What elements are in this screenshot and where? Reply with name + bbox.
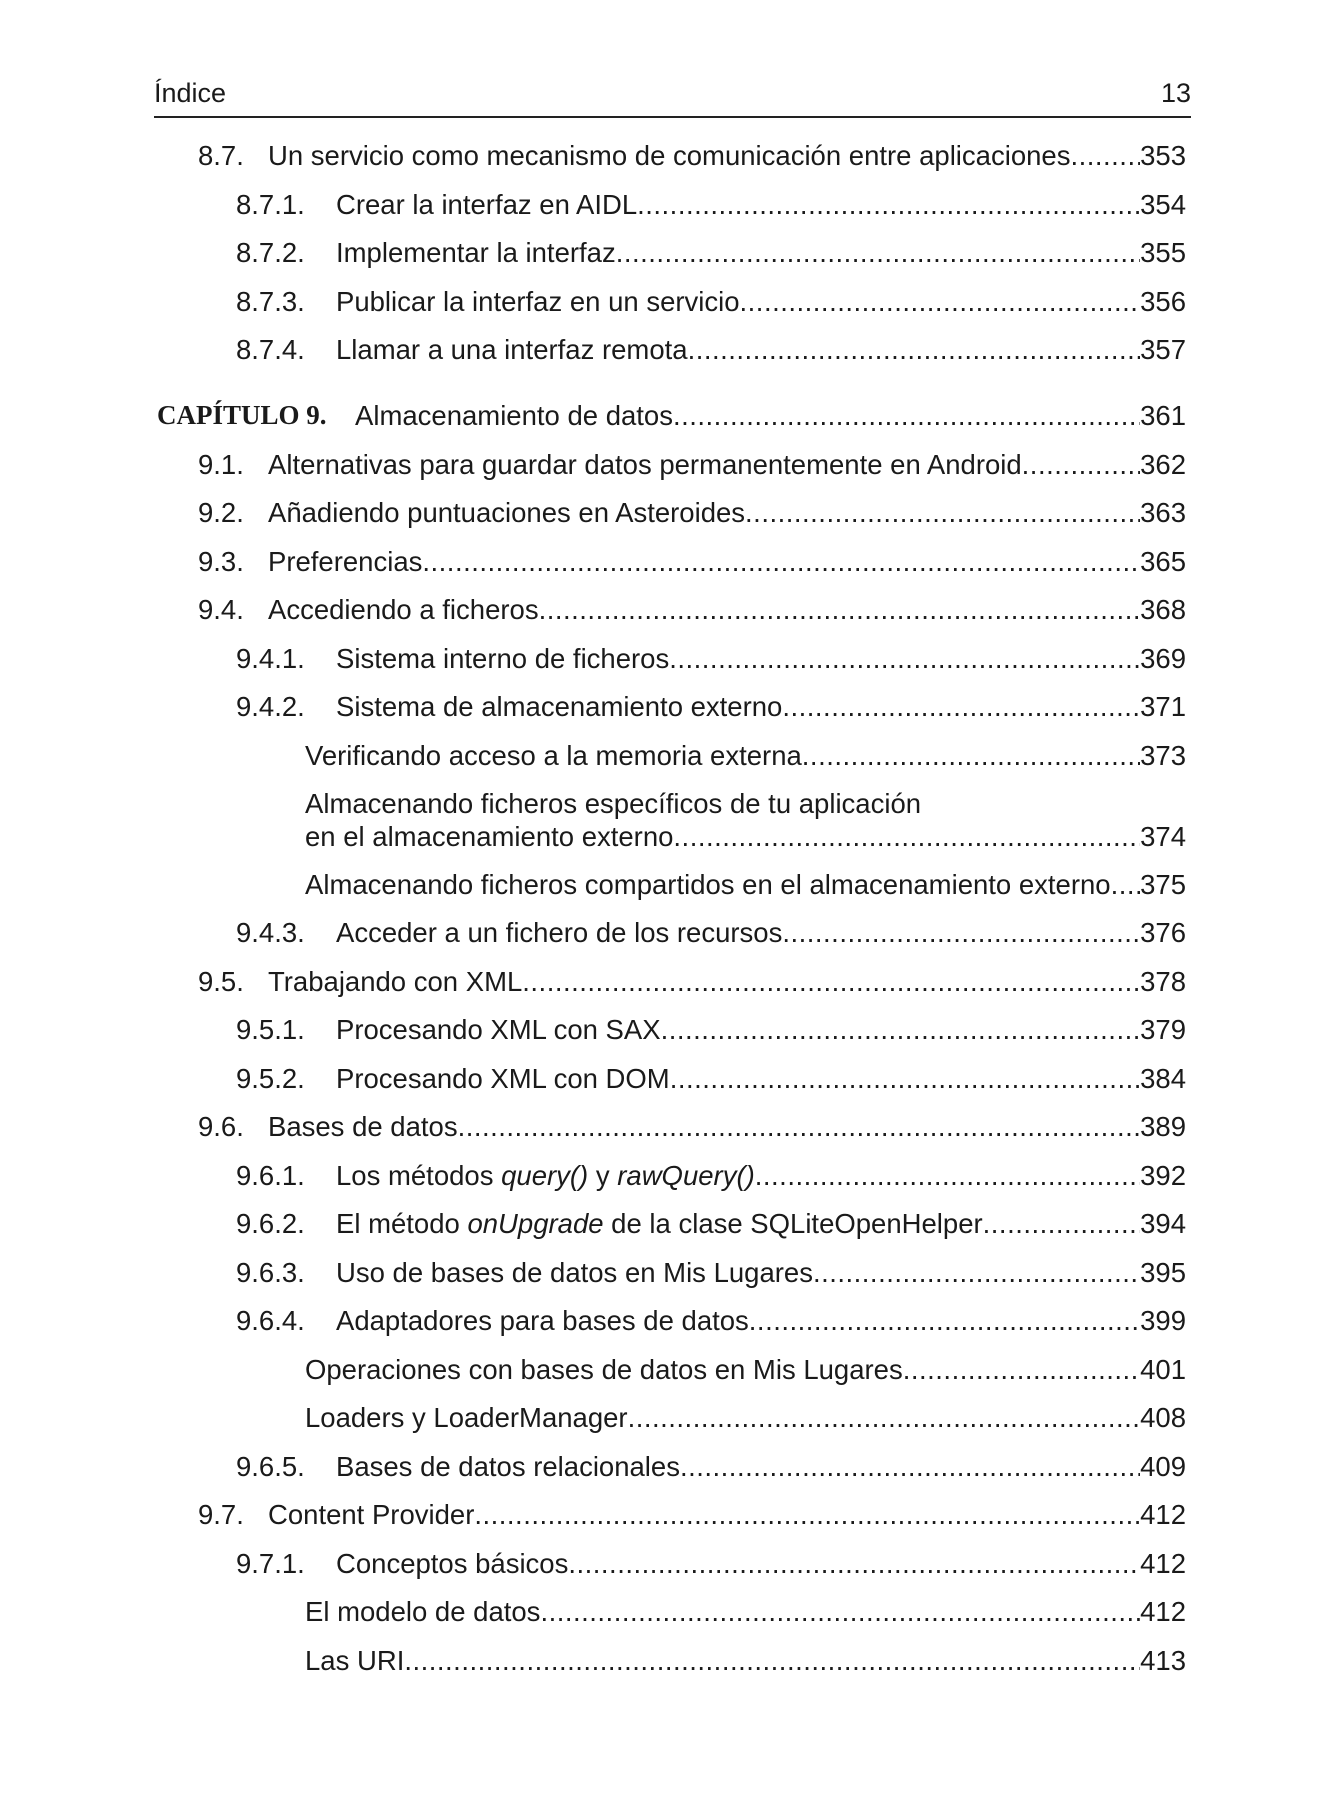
toc-entry-page: 395: [1140, 1257, 1186, 1288]
toc-entry-title-line2: en el almacenamiento externo: [305, 821, 674, 852]
toc-entry-number: 9.4.3.: [236, 917, 305, 948]
title-text: Los métodos: [336, 1160, 502, 1191]
toc-chapter-entry[interactable]: [157, 399, 1186, 432]
toc-entry[interactable]: [236, 285, 1186, 318]
toc-entry-title: Adaptadores para bases de datos: [336, 1305, 749, 1336]
dot-leader: [669, 642, 1140, 675]
toc-entry-number: 9.6.1.: [236, 1160, 305, 1191]
toc-entry[interactable]: [236, 188, 1186, 221]
dot-leader: [1111, 868, 1141, 901]
dot-leader: [680, 1450, 1140, 1483]
title-text: y: [588, 1160, 618, 1191]
dot-leader: [903, 1353, 1140, 1386]
toc-entry-title: Bases de datos relacionales: [336, 1451, 680, 1482]
toc-entry[interactable]: [305, 787, 1186, 853]
toc-entry[interactable]: [236, 916, 1186, 949]
toc-entry-page: 363: [1140, 497, 1186, 528]
dot-leader: [522, 965, 1140, 998]
toc-entry[interactable]: [305, 868, 1186, 901]
toc-entry-number: 9.2.: [198, 497, 244, 528]
running-header-title: Índice: [154, 78, 227, 108]
toc-entry-title: [336, 1207, 983, 1240]
toc-entry-number: 8.7.4.: [236, 334, 305, 365]
title-italic-code: onUpgrade: [467, 1208, 604, 1239]
toc-entry-number: 9.5.: [198, 966, 244, 997]
title-text: de la clase SQLiteOpenHelper: [603, 1208, 983, 1239]
dot-leader: [670, 1062, 1140, 1095]
toc-entry-page: 412: [1140, 1596, 1186, 1627]
toc-entry-page: 412: [1140, 1548, 1186, 1579]
toc-entry[interactable]: [198, 139, 1186, 172]
toc-entry-title: Alternativas para guardar datos permanentemente en Android: [268, 449, 1022, 480]
toc-entry[interactable]: [236, 1062, 1186, 1095]
title-italic-code: rawQuery(): [617, 1160, 755, 1191]
title-italic-code: query(): [501, 1160, 589, 1191]
toc-entry-title: Sistema de almacenamiento externo: [336, 691, 783, 722]
toc-entry[interactable]: [236, 1304, 1186, 1337]
toc-entry[interactable]: [198, 496, 1186, 529]
toc-entry[interactable]: [198, 1498, 1186, 1531]
toc-entry-title: Procesando XML con SAX: [336, 1014, 661, 1045]
toc-entry-page: 357: [1140, 334, 1186, 365]
toc-entry-page: 356: [1140, 286, 1186, 317]
dot-leader: [688, 333, 1141, 366]
toc-entry-number: 9.4.: [198, 594, 244, 625]
toc-entry-page: 361: [1140, 400, 1186, 431]
toc-entry-page: 371: [1140, 691, 1186, 722]
toc-entry-page: 392: [1140, 1160, 1186, 1191]
toc-entry-page: 365: [1140, 546, 1186, 577]
toc-entry-number: 8.7.: [198, 140, 244, 171]
toc-entry[interactable]: [198, 1110, 1186, 1143]
dot-leader: [673, 399, 1140, 432]
toc-entry[interactable]: [305, 1595, 1186, 1628]
toc-entry-title: Añadiendo puntuaciones en Asteroides: [268, 497, 746, 528]
dot-leader: [1022, 448, 1140, 481]
toc-entry[interactable]: [305, 1353, 1186, 1386]
toc-entry[interactable]: [305, 1644, 1186, 1677]
toc-entry-number: 9.6.5.: [236, 1451, 305, 1482]
toc-entry-title: El modelo de datos: [305, 1596, 541, 1627]
dot-leader: [568, 1547, 1140, 1580]
dot-leader: [422, 545, 1140, 578]
toc-entry-number: 8.7.3.: [236, 286, 305, 317]
dot-leader: [1070, 139, 1140, 172]
toc-entry-page: 412: [1140, 1499, 1186, 1530]
toc-entry-page: 399: [1140, 1305, 1186, 1336]
toc-entry-title: Procesando XML con DOM: [336, 1063, 670, 1094]
dot-leader: [782, 916, 1140, 949]
toc-entry[interactable]: [305, 1401, 1186, 1434]
toc-entry-number: 9.6.2.: [236, 1208, 305, 1239]
toc-entry-title: Preferencias: [268, 546, 423, 577]
toc-entry-page: 368: [1140, 594, 1186, 625]
toc-entry-number: 9.7.: [198, 1499, 244, 1530]
dot-leader: [802, 739, 1140, 772]
toc-entry-number: 9.1.: [198, 449, 244, 480]
toc-entry-number: 9.6.: [198, 1111, 244, 1142]
toc-entry-title: Operaciones con bases de datos en Mis Lugares: [305, 1354, 903, 1385]
toc-entry-title: Acceder a un fichero de los recursos: [336, 917, 783, 948]
toc-entry-number: 9.7.1.: [236, 1548, 305, 1579]
dot-leader: [474, 1498, 1140, 1531]
toc-entry-page: 376: [1140, 917, 1186, 948]
toc-entry-title: Conceptos básicos: [336, 1548, 569, 1579]
toc-entry[interactable]: [236, 1159, 1186, 1192]
toc-entry[interactable]: [236, 1450, 1186, 1483]
toc-entry[interactable]: [236, 1207, 1186, 1240]
toc-entry-title: Uso de bases de datos en Mis Lugares: [336, 1257, 813, 1288]
toc-entry-page: 362: [1140, 449, 1186, 480]
dot-leader: [637, 188, 1140, 221]
toc-entry-page: 389: [1140, 1111, 1186, 1142]
toc-entry-number: 9.4.1.: [236, 643, 305, 674]
toc-entry-page: 354: [1140, 189, 1186, 220]
toc-entry-number: 9.5.2.: [236, 1063, 305, 1094]
dot-leader: [740, 285, 1141, 318]
toc-entry[interactable]: [305, 739, 1186, 772]
toc-entry[interactable]: [236, 1013, 1186, 1046]
dot-leader: [983, 1207, 1140, 1240]
toc-entry-title: Sistema interno de ficheros: [336, 643, 670, 674]
toc-entry-title: Bases de datos: [268, 1111, 458, 1142]
toc-entry-title: Trabajando con XML: [268, 966, 523, 997]
toc-entry-title: Publicar la interfaz en un servicio: [336, 286, 740, 317]
toc-entry-page: 409: [1140, 1451, 1186, 1482]
dot-leader: [458, 1110, 1141, 1143]
toc-entry[interactable]: [236, 1547, 1186, 1580]
toc-entry[interactable]: [198, 545, 1186, 578]
toc-entry-page: 374: [1140, 821, 1186, 852]
toc-entry-number: 9.3.: [198, 546, 244, 577]
toc-entry[interactable]: [236, 1256, 1186, 1289]
toc-entry-number: 9.6.4.: [236, 1305, 305, 1336]
dot-leader: [813, 1256, 1140, 1289]
toc-entry-title: Loaders y LoaderManager: [305, 1402, 628, 1433]
toc-entry-number: 9.4.2.: [236, 691, 305, 722]
toc-entry-title: Verificando acceso a la memoria externa: [305, 740, 802, 771]
toc-entry[interactable]: [198, 448, 1186, 481]
toc-entry-page: 355: [1140, 237, 1186, 268]
toc-entry-title: Un servicio como mecanismo de comunicación entre aplicaciones: [268, 140, 1071, 171]
toc-entry-number: 9.5.1.: [236, 1014, 305, 1045]
toc-entry-page: 375: [1140, 869, 1186, 900]
toc-entry-title: Las URI: [305, 1645, 405, 1676]
dot-leader: [745, 496, 1140, 529]
toc-entry-page: 369: [1140, 643, 1186, 674]
toc-entry-title: Almacenamiento de datos: [355, 400, 673, 431]
toc-entry-number: 9.6.3.: [236, 1257, 305, 1288]
chapter-number: CAPÍTULO 9.: [157, 400, 327, 430]
toc-entry-page: 401: [1140, 1354, 1186, 1385]
dot-leader: [404, 1644, 1140, 1677]
toc-entry[interactable]: [198, 965, 1186, 998]
toc-entry[interactable]: [236, 333, 1186, 366]
toc-entry-title: [336, 1159, 755, 1192]
dot-leader: [661, 1013, 1141, 1046]
toc-entry[interactable]: [236, 236, 1186, 269]
dot-leader: [540, 1595, 1140, 1628]
toc-entry-title: Accediendo a ficheros: [268, 594, 539, 625]
toc-entry-page: 413: [1140, 1645, 1186, 1676]
dot-leader: [673, 820, 1140, 853]
toc-entry-title: Implementar la interfaz: [336, 237, 616, 268]
toc-entry-page: 378: [1140, 966, 1186, 997]
dot-leader: [755, 1159, 1140, 1192]
title-text: El método: [336, 1208, 468, 1239]
toc-entry-title: Content Provider: [268, 1499, 475, 1530]
toc-entry-page: 394: [1140, 1208, 1186, 1239]
dot-leader: [782, 690, 1140, 723]
toc-entry[interactable]: [198, 593, 1186, 626]
dot-leader: [616, 236, 1140, 269]
dot-leader: [749, 1304, 1140, 1337]
toc-entry-page: 373: [1140, 740, 1186, 771]
toc-entry[interactable]: [236, 690, 1186, 723]
toc-entry-number: 8.7.1.: [236, 189, 305, 220]
toc-entry-number: 8.7.2.: [236, 237, 305, 268]
toc-entry-page: 379: [1140, 1014, 1186, 1045]
toc-entry-page: 353: [1140, 140, 1186, 171]
toc-entry-title-line1: Almacenando ficheros específicos de tu aplicación: [305, 788, 922, 819]
toc-entry-title: Llamar a una interfaz remota: [336, 334, 688, 365]
dot-leader: [539, 593, 1141, 626]
page-number: 13: [1160, 78, 1191, 108]
toc-entry-title: Almacenando ficheros compartidos en el almacenamiento externo: [305, 869, 1111, 900]
toc-entry-title: Crear la interfaz en AIDL: [336, 189, 638, 220]
toc-entry[interactable]: [236, 642, 1186, 675]
dot-leader: [628, 1401, 1141, 1434]
toc-entry-page: 384: [1140, 1063, 1186, 1094]
toc-entry-page: 408: [1140, 1402, 1186, 1433]
